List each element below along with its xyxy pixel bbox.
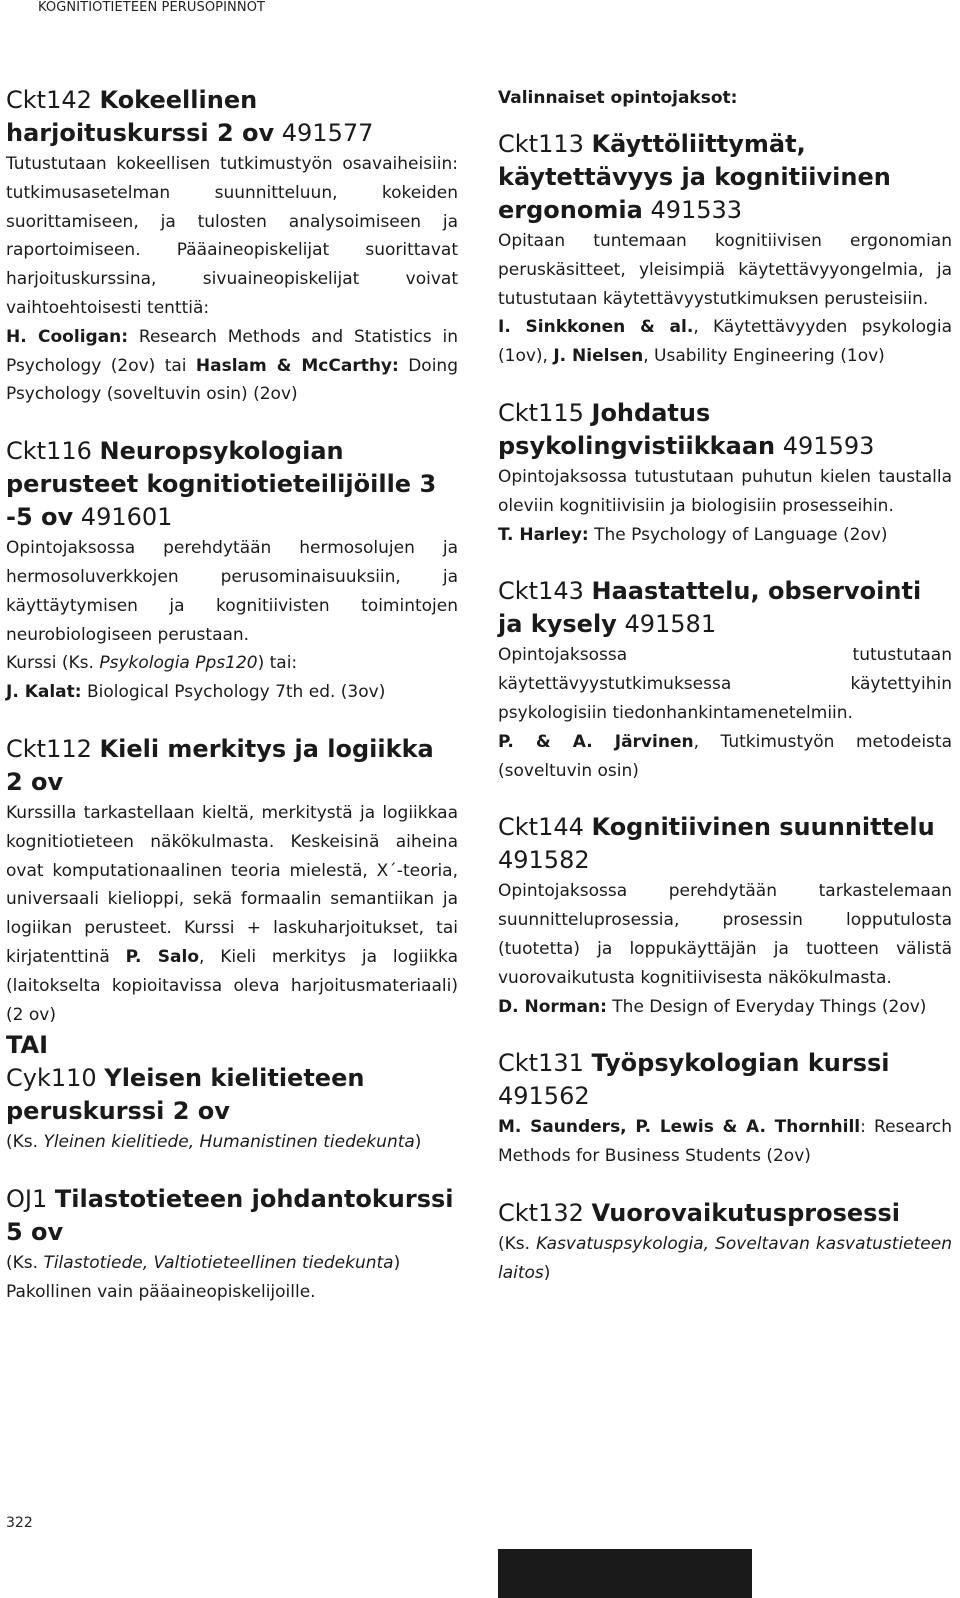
- course-title: Ckt116 Neuropsykologian perusteet kognitiotieteilijöille 3 -5 ov 491601: [6, 437, 437, 532]
- course-ckt113: [498, 128, 952, 371]
- course-title: Ckt132 Vuorovaikutusprosessi: [498, 1198, 900, 1227]
- course-title: Cyk110 Yleisen kielitieteen peruskurssi 2 ov: [6, 1064, 365, 1126]
- course-description: Opintojaksossa tutustutaan käytettävyystutkimuksessa käytettyihin psykologisiin tiedonhankintamenetelmiin. P. & A. Järvinen, Tutkimustyön metodeista (soveltuvin osin): [498, 645, 952, 781]
- course-title: Ckt144 Kognitiivinen suunnittelu 491582: [498, 813, 935, 875]
- course-ckt142: [6, 84, 458, 409]
- course-ckt115: [498, 397, 952, 549]
- course-ckt131: [498, 1047, 952, 1171]
- course-reference: (Ks. Yleinen kielitiede, Humanistinen tiedekunta): [6, 1132, 422, 1153]
- right-column: [498, 84, 952, 1314]
- course-title: Ckt131 Työpsykologian kurssi 491562: [498, 1049, 890, 1111]
- course-reference: (Ks. Kasvatuspsykologia, Soveltavan kasvatustieteen laitos): [498, 1233, 952, 1283]
- course-title: Ckt143 Haastattelu, observointi ja kysely 491581: [498, 577, 922, 639]
- course-ckt132: [498, 1197, 952, 1288]
- course-cyk110: [6, 1062, 458, 1157]
- section-subheading: Valinnaiset opintojaksot:: [498, 88, 738, 108]
- page-tab-marker: [498, 1549, 752, 1598]
- course-description: Tutustutaan kokeellisen tutkimustyön osavaiheisiin: tutkimusasetelman suunnitteluun, kokeiden suorittamiseen, ja tulosten analysoimiseen ja raportoimiseen. Pääaineopiskelijat suorittavat harjoituskurssina, sivuaineopiskelijat voivat vaihtoehtoisesti tenttiä: H. Cooligan: Research Methods and Statistics in Psychology (2ov) tai Haslam & McCarthy: Doing Psychology (soveltuvin osin) (2ov): [6, 154, 459, 405]
- running-header: KOGNITIOTIETEEN PERUSOPINNOT: [38, 0, 266, 15]
- alternative-marker: TAI: [6, 1031, 49, 1060]
- course-description: Opintojaksossa perehdytään tarkastelemaan suunnitteluprosessia, prosessin lopputulosta (tuotetta) ja loppukäyttäjän ja tuotteen välistä vuorovaikutusta kognitiivisesta näkökulmasta. D. Norman: The Design of Everyday Things (2ov): [498, 881, 952, 1017]
- course-ckt144: [498, 811, 952, 1021]
- course-reference: (Ks. Tilastotiede, Valtiotieteellinen tiedekunta) Pakollinen vain pääaineopiskelijoille.: [6, 1253, 401, 1302]
- course-title: Ckt115 Johdatus psykolingvistiikkaan 491593: [498, 398, 875, 460]
- course-description: M. Saunders, P. Lewis & A. Thornhill: Research Methods for Business Students (2ov): [498, 1117, 953, 1167]
- course-ckt116: [6, 435, 458, 707]
- course-ckt143: [498, 575, 952, 785]
- course-ckt112: [6, 733, 458, 1029]
- left-column: [6, 84, 458, 1333]
- course-description: Opintojaksossa perehdytään hermosolujen ja hermosoluverkkojen perusominaisuuksiin, ja käyttäytymisen ja kognitiivisten toimintojen neurobiologiseen perustaan. Kurssi (Ks. Psykologia Pps120) tai: J. Kalat: Biological Psychology 7th ed. (3ov): [6, 538, 458, 703]
- course-title: Ckt142 Kokeellinen harjoituskurssi 2 ov 491577: [6, 86, 374, 147]
- course-title: OJ1 Tilastotieteen johdantokurssi 5 ov: [6, 1185, 454, 1247]
- course-description: Opintojaksossa tutustutaan puhutun kielen taustalla oleviin kognitiivisiin ja biologisiin prosesseihin. T. Harley: The Psychology of Language (2ov): [498, 466, 952, 545]
- page-number: 322: [6, 1515, 33, 1531]
- course-oj1: [6, 1183, 458, 1307]
- course-description: Opitaan tuntemaan kognitiivisen ergonomian peruskäsitteet, yleisimpiä käytettävyyongelmia, ja tutustutaan käytettävyystutkimuksen perusteisiin. I. Sinkkonen & al., Käytettävyyden psykologia (1ov), J. Nielsen, Usability Engineering (1ov): [498, 231, 952, 367]
- course-description: Kurssilla tarkastellaan kieltä, merkitystä ja logiikkaa kognitiotieteen näkökulmasta. Keskeisinä aiheina ovat komputationaalinen teoria mielestä, X´-teoria, universaali kielioppi, sekä formaalin semantiikan ja logiikan perusteet. Kurssi + laskuharjoitukset, tai kirjatenttinä P. Salo, Kieli merkitys ja logiikka (laitokselta kopioitavissa oleva harjoitusmateriaali) (2 ov): [6, 802, 459, 1025]
- course-title: Ckt113 Käyttöliittymät, käytettävyys ja kognitiivinen ergonomia 491533: [498, 130, 891, 224]
- course-title: Ckt112 Kieli merkitys ja logiikka 2 ov: [6, 734, 434, 796]
